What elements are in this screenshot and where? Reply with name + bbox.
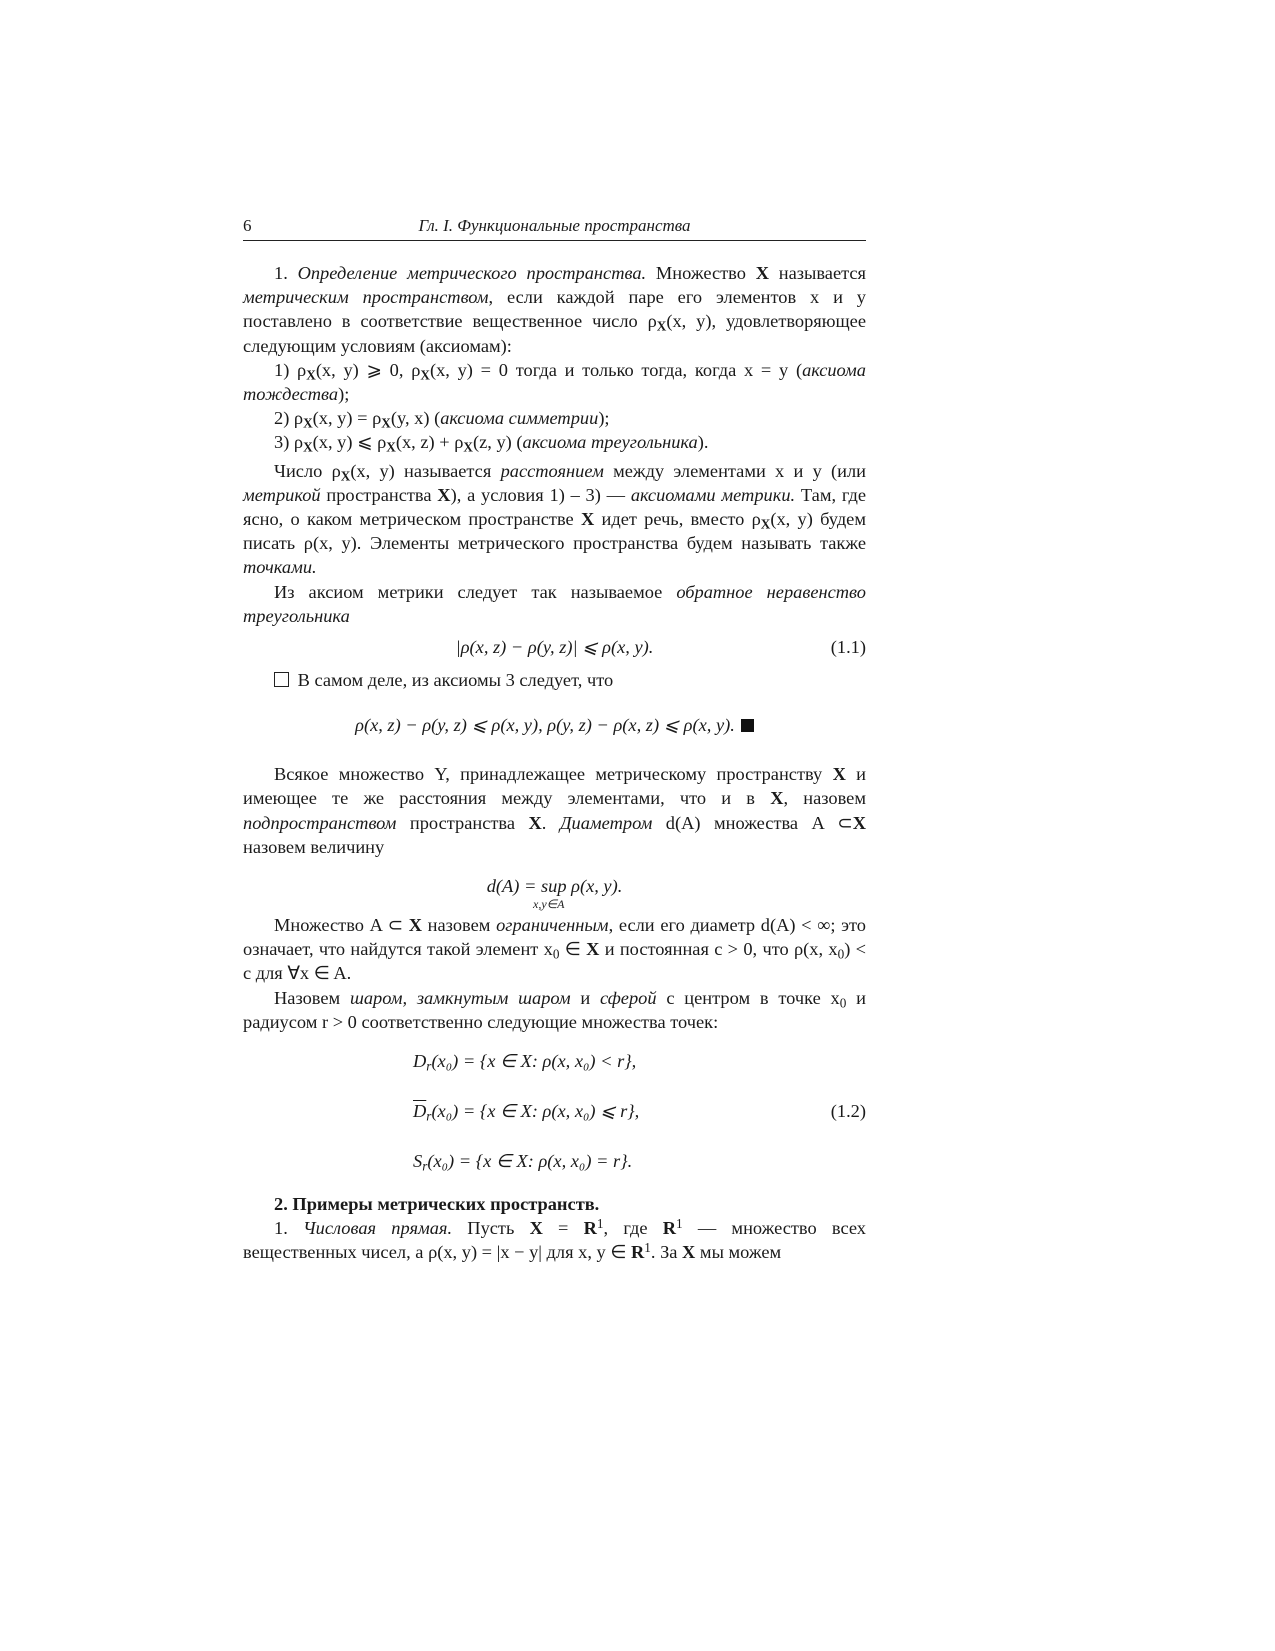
proof-start-icon [274, 672, 289, 687]
equation-sphere: $S_r(x_0) = \{x$ ∈ X: ρ(x, x₀) = r}. [413, 1151, 633, 1174]
axiom-2: 2) $\rho_X(x$, $y) = \rho_X(y$, x) (аксиома симметрии); [274, 408, 610, 431]
page-number: 6 [243, 216, 252, 235]
equation-1-1: |ρ(x, z) − ρ(y, z)| ⩽ ρ(x, y). (1.1) [243, 634, 866, 660]
equation-diameter: d(A) = sup ρ(x, y). x,y∈A [486, 876, 623, 912]
equation-number: (1.2) [830, 1101, 866, 1122]
equation-1-2 [243, 1048, 866, 1174]
body-text [243, 261, 866, 1264]
paragraph-subspace: Всякое множество Y, принадлежащее метрическому пространству X и имеющее те же расстояния между элементами, что и в X, назовем подпространством пространства X. Диаметром d(A) множества A ⊂X назовем величину [243, 764, 866, 857]
equation-open-ball: $D_r(x_0) = \{x$ ∈ X: ρ(x, x₀) < r}, [413, 1051, 637, 1074]
axiom-3: 3) $\rho_X(x$, y) ⩽ $\rho_X(x$, $z) + \rho_X(z$, y) (аксиома треугольника). [274, 432, 709, 456]
paragraph-proof: В самом деле, из аксиомы 3 следует, что [243, 668, 866, 692]
section-heading: 2. Примеры метрических пространств. [274, 1194, 600, 1215]
proof-end-icon [741, 719, 754, 732]
paragraph-distance: Число $\rho_X(x$, y) называется расстоянием между элементами x и y (или метрикой пространства X), а условия 1) – 3) — аксиомами метрики. Там, где ясно, о каком метрическом пространстве X идет речь, вместо $\rho_X(x$, y) будем писать ρ(x, y). Элементы метрического пространства будем называть также точками. [243, 460, 867, 578]
equation-proof-pair: ρ(x, z) − ρ(y, z) ⩽ ρ(x, y), ρ(y, z) − ρ(x, z) ⩽ ρ(x, y). [243, 712, 866, 738]
running-title: Гл. I. Функциональные пространства [418, 216, 691, 235]
sup-subscript: x,y∈A [533, 897, 565, 912]
paragraph-balls: Назовем шаром, замкнутым шаром и сферой с центром в точке $x_0$ и радиусом r > 0 соответственно следующие множества точек: [243, 987, 866, 1032]
paragraph-bounded: Множество A ⊂ X назовем ограниченным, если его диаметр d(A) < ∞; это означает, что найдутся такой элемент $x_0$ ∈ X и постоянная c > 0, что ρ(x, $x_0) < c$ для ∀x ∈ A. [243, 915, 867, 984]
paragraph-real-line: 1. Числовая прямая. Пусть $X = R^1$, где $R^1$ — множество всех вещественных чисел, а ρ(x, y) = |x − y| для x, y ∈ $R^1$. За X мы можем [243, 1216, 866, 1263]
running-header [243, 214, 866, 241]
paragraph-reverse-triangle: Из аксиом метрики следует так называемое обратное неравенство треугольника [243, 581, 866, 626]
book-page [243, 0, 866, 1651]
paragraph-metric-space-definition: 1. Определение метрического пространства. Множество X называется метрическим пространством, если каждой паре его элементов x и y поставлено в соответствие вещественное число $\rho_X(x$, y), удовлетворяющее следующим условиям (аксиомам): [243, 263, 867, 356]
equation-closed-ball: $\overline{D}_r(x_0) = \{x$ ∈ X: ρ(x, x₀) ⩽ r}, [413, 1101, 640, 1124]
equation-number: (1.1) [830, 637, 866, 658]
axiom-1: 1) $\rho_X(x$, y) ⩾ 0, $\rho_X(x$, y) = 0 тогда и только тогда, когда x = y (аксиома тождества); [243, 359, 866, 405]
